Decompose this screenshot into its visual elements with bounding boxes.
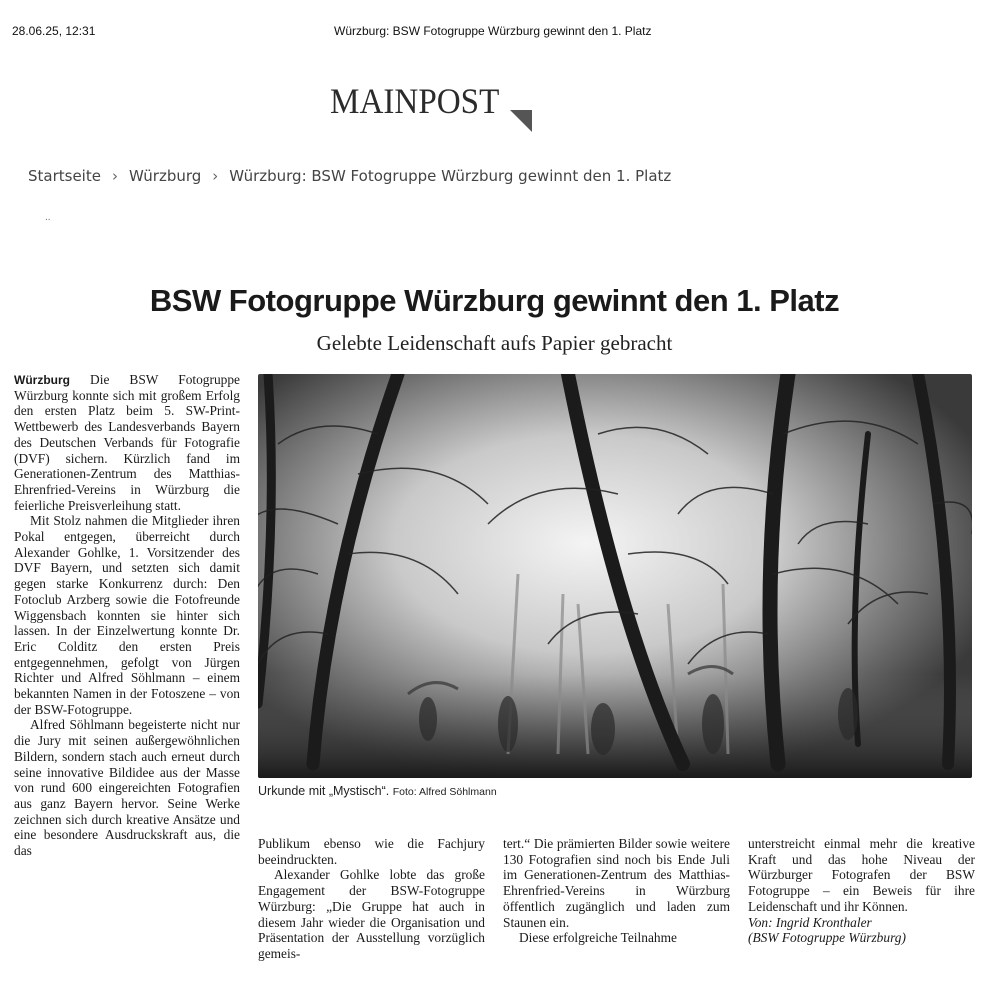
breadcrumb: [28, 167, 671, 185]
print-date: 28.06.25, 12:31: [12, 24, 96, 38]
breadcrumb-current: Würzburg: BSW Fotogruppe Würzburg gewinnt den 1. Platz: [229, 167, 672, 185]
paragraph-4-continued: tert.“ Die prämierten Bilder sowie weitere 130 Fotografien sind noch bis Ende Juli im Generationen-Zentrum des Matthias-Ehrenfried-Vereins in Würzburg öffentlich zugänglich und laden zum Staunen ein.: [503, 836, 730, 930]
dateline: Würzburg: [14, 373, 70, 387]
paragraph-4: Alexander Gohlke lobte das große Engagement der BSW-Fotogruppe Würzburg: „Die Gruppe hat auch in diesem Jahr wieder die Organisation und Präsentation der Ausstellung vorzüglich gemeis-: [258, 867, 485, 961]
ellipsis-marker: ..: [45, 212, 51, 223]
article-subheadline: Gelebte Leidenschaft aufs Papier gebracht: [316, 331, 673, 355]
logo-text: MAINPOST: [330, 81, 500, 121]
article-column-4: [748, 836, 975, 946]
caption-text: Urkunde mit „Mystisch“.: [258, 784, 390, 798]
photo-credit: Foto: Alfred Söhlmann: [392, 786, 497, 798]
article-column-3: [503, 836, 730, 946]
breadcrumb-home[interactable]: Startseite: [28, 167, 101, 185]
photo-caption: [258, 784, 497, 798]
paragraph-1: [14, 372, 240, 513]
article-column-1: [14, 372, 240, 859]
logo-triangle-icon: [510, 110, 532, 132]
print-title: Würzburg: BSW Fotogruppe Würzburg gewinnt den 1. Platz: [334, 24, 652, 38]
chevron-right-icon: ›: [212, 167, 219, 185]
mainpost-logo[interactable]: [330, 80, 514, 132]
forest-photo-image: [258, 374, 972, 778]
byline-organization: (BSW Fotogruppe Würzburg): [748, 930, 906, 946]
chevron-right-icon: ›: [111, 167, 118, 185]
article-headline: BSW Fotogruppe Würzburg gewinnt den 1. Platz: [149, 283, 840, 318]
byline-author: Von: Ingrid Kronthaler: [748, 914, 872, 930]
article-photo[interactable]: [258, 374, 972, 778]
paragraph-2: Mit Stolz nahmen die Mitglieder ihren Pokal entgegen, überreicht durch Alexander Gohlke, 1. Vorsitzender des DVF Bayern, und setzten sich damit gegen starke Konkurrenz durch: Den Fotoclub Arzberg sowie die Fotofreunde Wiggensbach konnten sie hinter sich lassen. In der Einzelwertung konnte Dr. Eric Colditz den ersten Preis entgegennehmen, gefolgt von Jürgen Richter und Alfred Söhlmann – einem bekannten Namen in der Fotoszene – von der BSW-Fotogruppe.: [14, 513, 240, 717]
paragraph-1-text: Die BSW Fotogruppe Würzburg konnte sich mit großem Erfolg den ersten Platz beim 5. SW-Print-Wettbewerb des Landesverbands Bayern des Deutschen Verbands für Fotografie (DVF) sichern. Kürzlich fand im Generationen-Zentrum des Matthias-Ehrenfried-Vereins in Würzburg die feierliche Preisverleihung statt.: [14, 372, 240, 513]
breadcrumb-wuerzburg[interactable]: Würzburg: [128, 167, 202, 185]
paragraph-3-continued: Publikum ebenso wie die Fachjury beeindruckten.: [258, 836, 485, 867]
article-column-2: [258, 836, 485, 962]
paragraph-5-continued: unterstreicht einmal mehr die kreative Kraft und das hohe Niveau der Würzburger Fotografen der BSW Fotogruppe – ein Beweis für ihre Leidenschaft und ihr Können.: [748, 836, 975, 914]
paragraph-5: Diese erfolgreiche Teilnahme: [519, 930, 677, 946]
paragraph-3: Alfred Söhlmann begeisterte nicht nur die Jury mit seinen außergewöhnlichen Bildern, sondern stach auch erneut durch seine innovative Bildidee aus der Masse von rund 600 eingereichten Fotografien aus ganz Bayern hervor. Seine Werke zeichnen sich durch kreative Ansätze und eine besondere Ausdruckskraft aus, die das: [14, 717, 240, 859]
